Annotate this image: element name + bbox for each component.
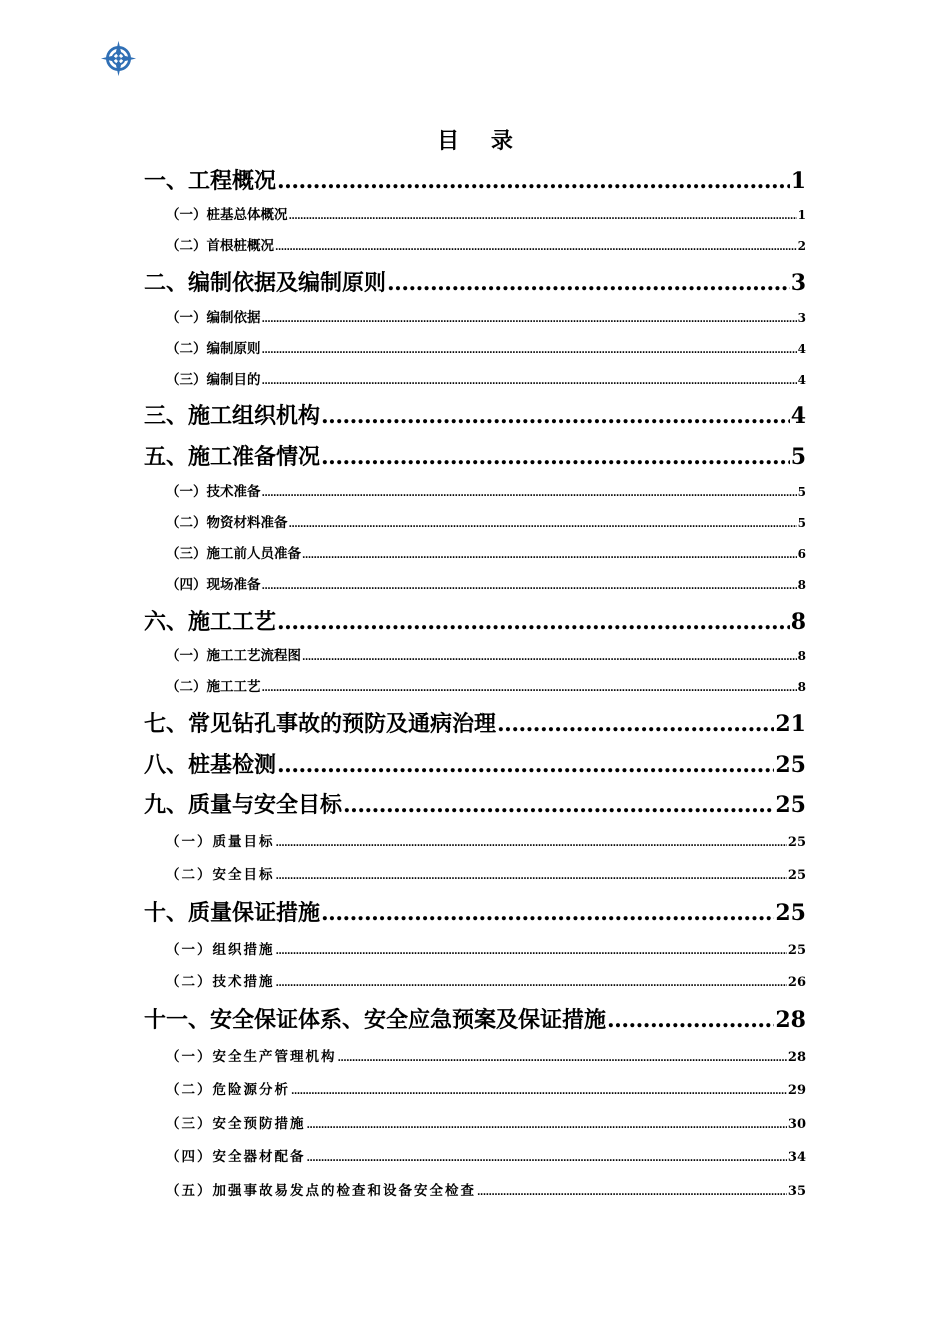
toc-entry[interactable]: （一）安全生产管理机构 ..... 28 [166,1047,806,1067]
toc-entry[interactable]: （二）安全目标 ..... 25 [166,865,806,885]
toc-entry[interactable]: （五）加强事故易发点的检查和设备安全检查 ..... 35 [166,1181,806,1201]
toc-entry[interactable]: （一）桩基总体概况 ..... 1 [166,205,806,225]
toc-entry[interactable]: 十、质量保证措施 ..... 25 [144,898,806,928]
toc-entry[interactable]: 二、编制依据及编制原则 ..... 3 [144,268,806,298]
toc-entry[interactable]: （三）施工前人员准备 ..... 6 [166,544,806,564]
toc-entry[interactable]: （二）物资材料准备 ..... 5 [166,513,806,533]
toc-entry[interactable]: 三、施工组织机构 ..... 4 [144,401,806,431]
toc-entry[interactable]: （三）安全预防措施 ..... 30 [166,1114,806,1134]
toc-entry[interactable]: （二）编制原则 ..... 4 [166,339,806,359]
toc-entry[interactable]: （四）安全器材配备 ..... 34 [166,1147,806,1167]
toc-entry[interactable]: 七、常见钻孔事故的预防及通病治理 ..... 21 [144,709,806,739]
toc-entry[interactable]: （一）组织措施 ..... 25 [166,940,806,960]
toc-entry[interactable]: （一）技术准备 ..... 5 [166,482,806,502]
toc-entry[interactable]: （一）编制依据 ..... 3 [166,308,806,328]
toc-entry[interactable]: 十一、安全保证体系、安全应急预案及保证措施 ..... 28 [144,1005,806,1035]
toc-title: 目 录 [437,129,525,154]
toc-entry[interactable]: （二）危险源分析 ..... 29 [166,1080,806,1100]
toc-entry[interactable]: （三）编制目的 ..... 4 [166,370,806,390]
toc-entry[interactable]: 八、桩基检测 ..... 25 [144,750,806,780]
toc-entry[interactable]: 五、施工准备情况 ..... 5 [144,442,806,472]
toc-entry[interactable]: （四）现场准备 ..... 8 [166,575,806,595]
toc-entry[interactable]: （一）施工工艺流程图 ..... 8 [166,646,806,666]
toc-entry[interactable]: （二）施工工艺 ..... 8 [166,677,806,697]
toc-entry[interactable]: 六、施工工艺 ..... 8 [144,607,806,637]
toc-entry[interactable]: 九、质量与安全目标 ..... 25 [144,790,806,820]
toc-entry[interactable]: 一、工程概况 ..... 1 [144,166,806,196]
toc-entry[interactable]: （一）质量目标 ..... 25 [166,832,806,852]
toc-entry[interactable]: （二）首根桩概况 ..... 2 [166,236,806,256]
toc-entry[interactable]: （二）技术措施 ..... 26 [166,972,806,992]
